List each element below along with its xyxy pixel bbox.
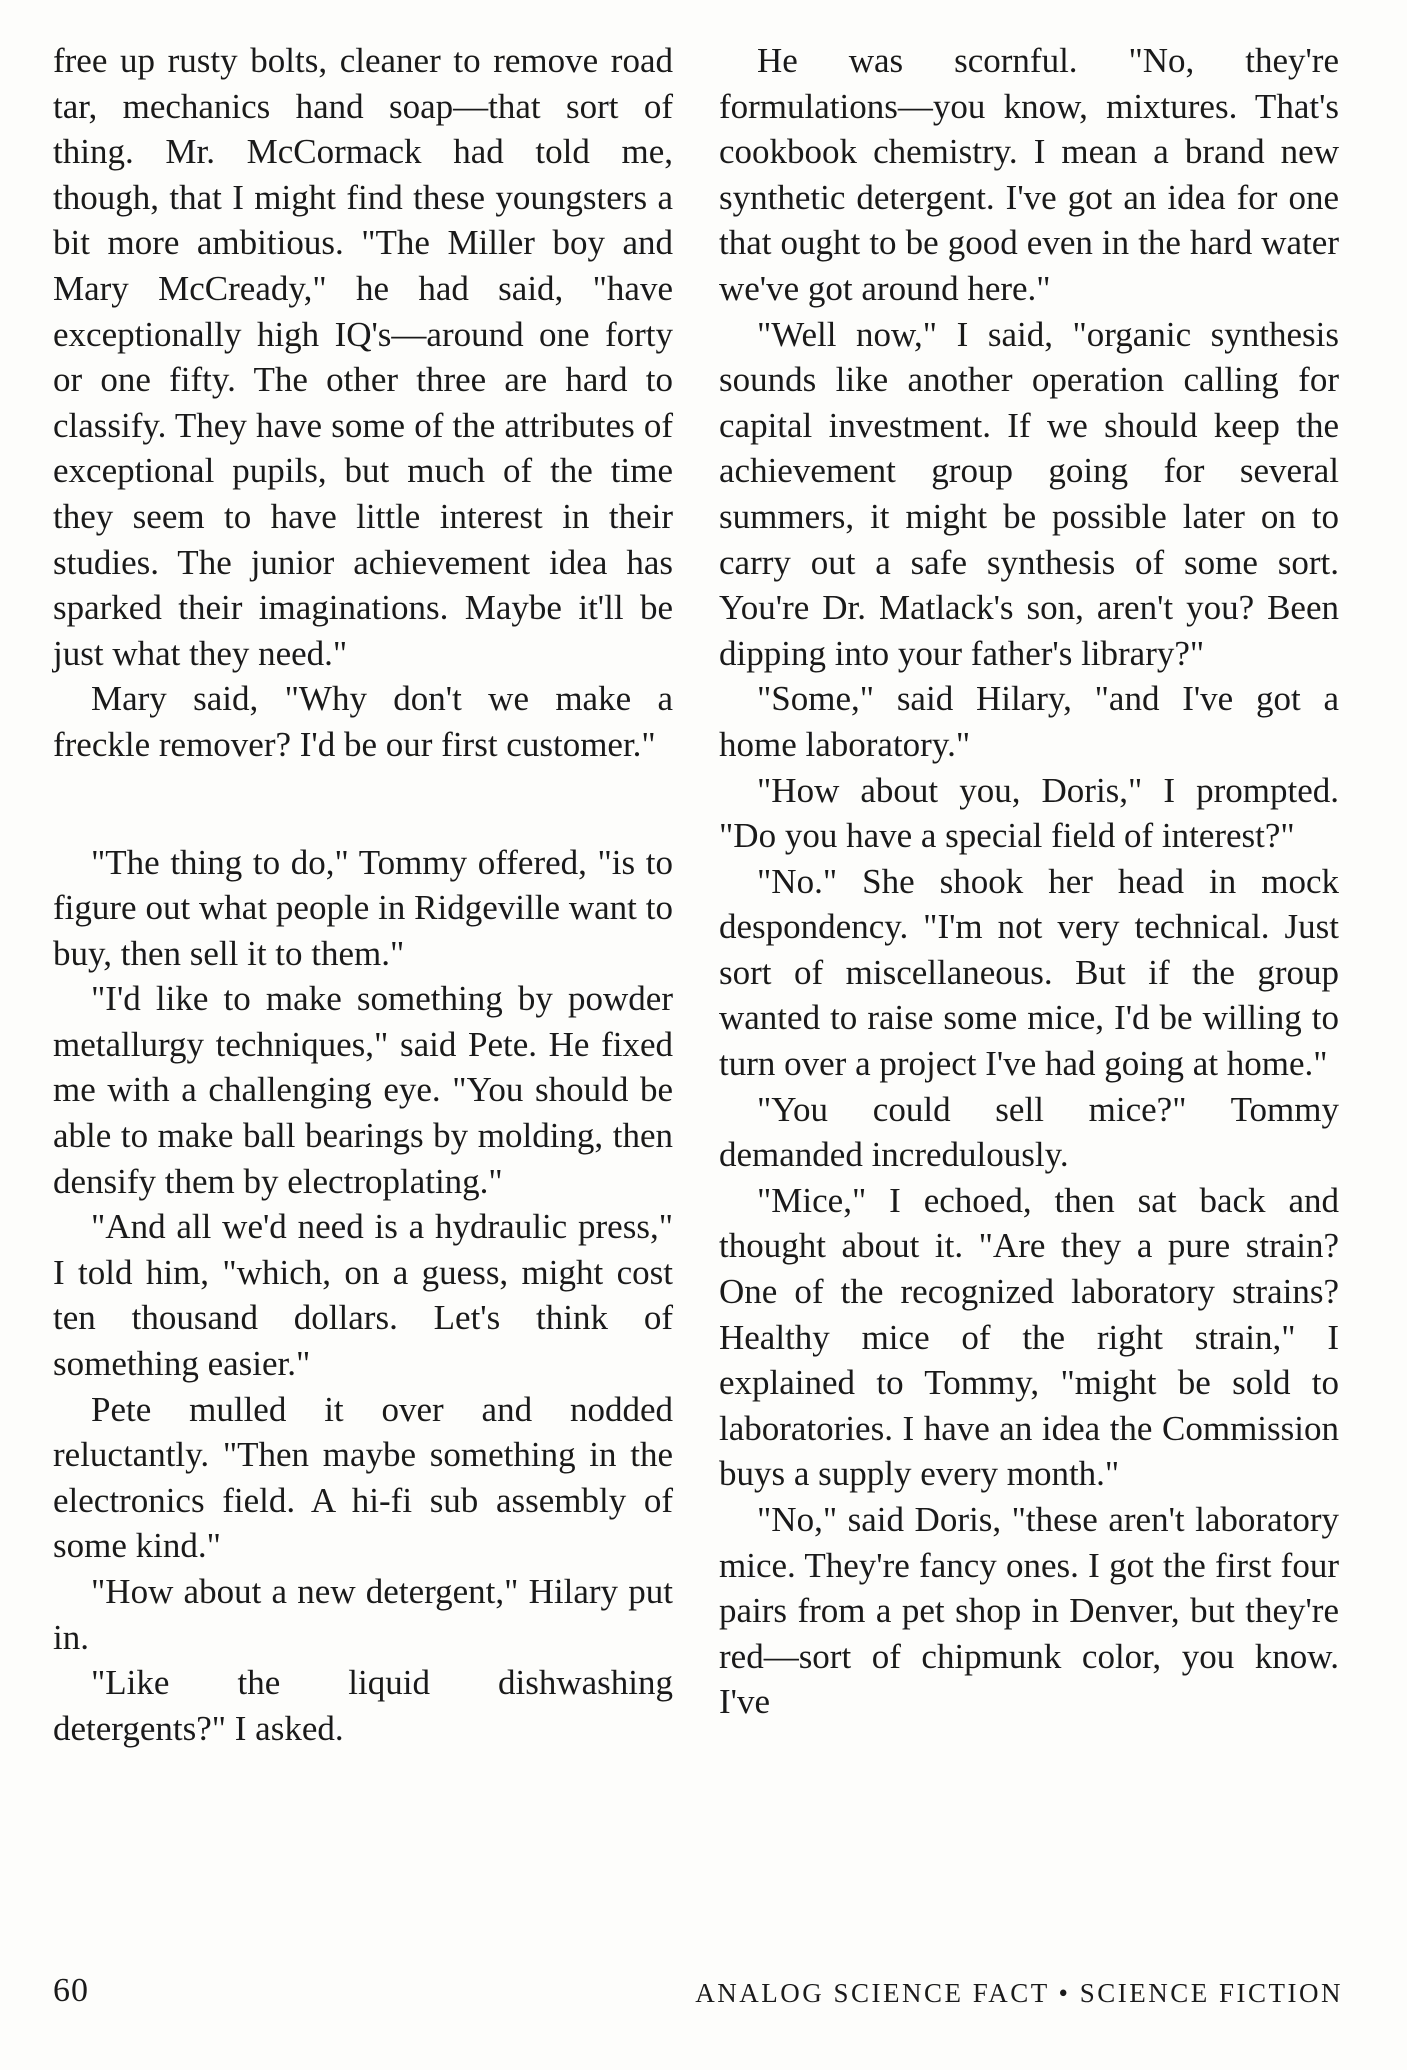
paragraph: "Like the liquid dishwashing detergents?" I asked. <box>53 1663 673 1748</box>
running-title: ANALOG SCIENCE FACT • SCIENCE FICTION <box>695 1978 1343 2008</box>
paragraph: "Well now," I said, "organic synthesis sounds like another operation calling for capital investment. If we should keep the achievement group going for several summers, it might be possible later on to carry out a safe synthesis of some sort. You're Dr. Matlack's son, aren't you? Been dipping into your father's library?" <box>719 314 1339 673</box>
paragraph: "The thing to do," Tommy offered, "is to figure out what people in Ridgeville want to buy, then sell it to them." <box>53 842 673 973</box>
page-number: 60 <box>53 1972 89 2009</box>
paragraph: "No," said Doris, "these aren't laboratory mice. They're fancy ones. I got the first four pairs from a pet shop in Denver, but they're red—sort of chipmunk color, you know. I've <box>719 1500 1339 1722</box>
paragraph: "No." She shook her head in mock despondency. "I'm not very technical. Just sort of miscellaneous. But if the group wanted to raise some mice, I'd be willing to turn over a project I've had going at home." <box>719 861 1339 1084</box>
paragraph: Mary said, "Why don't we make a freckle remover? I'd be our first customer." <box>53 679 673 764</box>
paragraph: "And all we'd need is a hydraulic press," I told him, "which, on a guess, might cost ten thousand dollars. Let's think of something easier." <box>53 1207 673 1384</box>
paragraph: "How about you, Doris," I prompted. "Do you have a special field of interest?" <box>719 770 1339 856</box>
paragraph: He was scornful. "No, they're formulations—you know, mixtures. That's cookbook chemistry. I mean a brand new synthetic detergent. I've got an idea for one that ought to be good even in the hard water we've got around here." <box>719 41 1339 308</box>
paragraph: "How about a new detergent," Hilary put in. <box>53 1572 673 1657</box>
paragraph: "I'd like to make something by powder metallurgy techniques," said Pete. He fixed me with a challenging eye. "You should be able to make ball bearings by molding, then densify them by electroplating." <box>53 979 673 1201</box>
paragraph: "Mice," I echoed, then sat back and thought about it. "Are they a pure strain? One of the recognized laboratory strains? Healthy mice of the right strain," I explained to Tommy, "might be sold to laboratories. I have an idea the Commission buys a supply every month." <box>719 1180 1339 1494</box>
paragraph: free up rusty bolts, cleaner to remove road tar, mechanics hand soap—that sort of thing. Mr. McCormack had told me, though, that I might find these youngsters a bit more ambitious. "The Miller boy and Mary McCready," he had said, "have exceptionally high IQ's—around one forty or one fifty. The other three are hard to classify. They have some of the attributes of exceptional pupils, but much of the time they seem to have little interest in their studies. The junior achievement idea has sparked their imaginations. Maybe it'll be just what they need." <box>53 41 673 673</box>
page-footer <box>53 1972 1343 2020</box>
paragraph: "You could sell mice?" Tommy demanded incredulously. <box>719 1089 1339 1175</box>
paragraph: Pete mulled it over and nodded reluctantly. "Then maybe something in the electronics field. A hi-fi sub assembly of some kind." <box>53 1389 673 1566</box>
paragraph: "Some," said Hilary, "and I've got a home laboratory." <box>719 679 1339 764</box>
left-text-column <box>53 38 673 1751</box>
right-text-column <box>719 38 1339 1725</box>
